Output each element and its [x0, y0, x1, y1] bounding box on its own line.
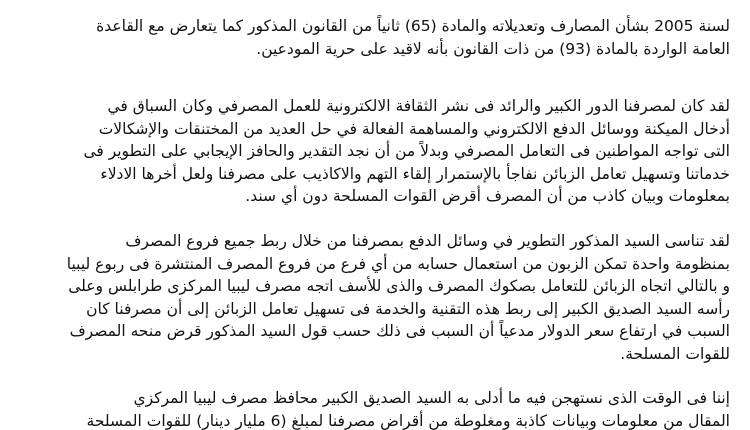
- paragraph-banking-law: [20, 15, 730, 60]
- text-line: المقال من معلومات وبيانات كاذبة ومغلوطة من أقراض مصرفنا لمبلغ (6 مليار دينار) للقوات المسلحة: [86, 411, 730, 430]
- text-line: بمنظومة واحدة تمكن الزبون من استعمال حسابه من أي فرع من فروع المصرف المنتشرة فى ربوع ليبيا: [66, 254, 730, 273]
- text-line: رأسه السيد الصديق الكبير إلى ربط هذه التقنية والخدمة فى تسهيل تعامل الزبائن إلى أن مصرفنا كان: [86, 299, 730, 318]
- text-line: خدماتنا وتسهيل تعامل الزبائن نفاجأ بالإستمرار إلقاء التهم والاكاذيب على مصرفنا ولعل أخرها الادلاء: [100, 164, 730, 183]
- text-line: لسنة 2005 بشأن المصارف وتعديلاته والمادة (65) ثانياً من القانون المذكور كما يتعارض مع القاعدة: [96, 17, 730, 35]
- text-line: إننا فى الوقت الذى نستهجن فيه ما أدلى به السيد الصديق الكبير محافظ مصرف ليبيا المركزي: [133, 389, 730, 407]
- paragraph-payment-development: [20, 230, 730, 365]
- text-line: لقد كان لمصرفنا الدور الكبير والرائد فى نشر الثقافة الالكترونية للعمل المصرفي وكان السباق في: [107, 97, 730, 115]
- text-line: التى تواجه المواطنين فى التعامل المصرفي وبدلاً من أن نجد التقدير والحافز الإيجابي على التطوير فى: [83, 142, 730, 160]
- text-line: لقد تناسى السيد المذكور التطوير في وسائل الدفع بمصرفنا من خلال ربط جميع فروع المصرف: [125, 232, 730, 250]
- paragraph-electronic-culture: [20, 95, 730, 208]
- text-line: و بالتالي اتجاه الزبائن للتعامل بصكوك المصرف والذى للأسف اتجه مصرف ليبيا المركزى طرابلس وعلى: [68, 277, 730, 295]
- text-line: العامة الواردة بالمادة (93) من ذات القانون بأنه لاقيد على حرية المودعين.: [256, 39, 730, 58]
- text-line: أدخال الميكنة ووسائل الدفع الالكتروني والمساهمة الفعالة في حل العديد من المختنقات والإشكالات: [98, 119, 730, 138]
- paragraph-denunciation: [20, 387, 730, 430]
- text-line: للقوات المسلحة.: [620, 344, 730, 363]
- text-line: بمعلومات وبيان كاذب من أن المصرف أقرض القوات المسلحة دون أي سند.: [245, 187, 730, 205]
- text-line: السبب في ارتفاع سعر الدولار مدعياً أن السبب فى ذلك حسب قول السيد المذكور قرض منحه المصرف: [69, 322, 730, 340]
